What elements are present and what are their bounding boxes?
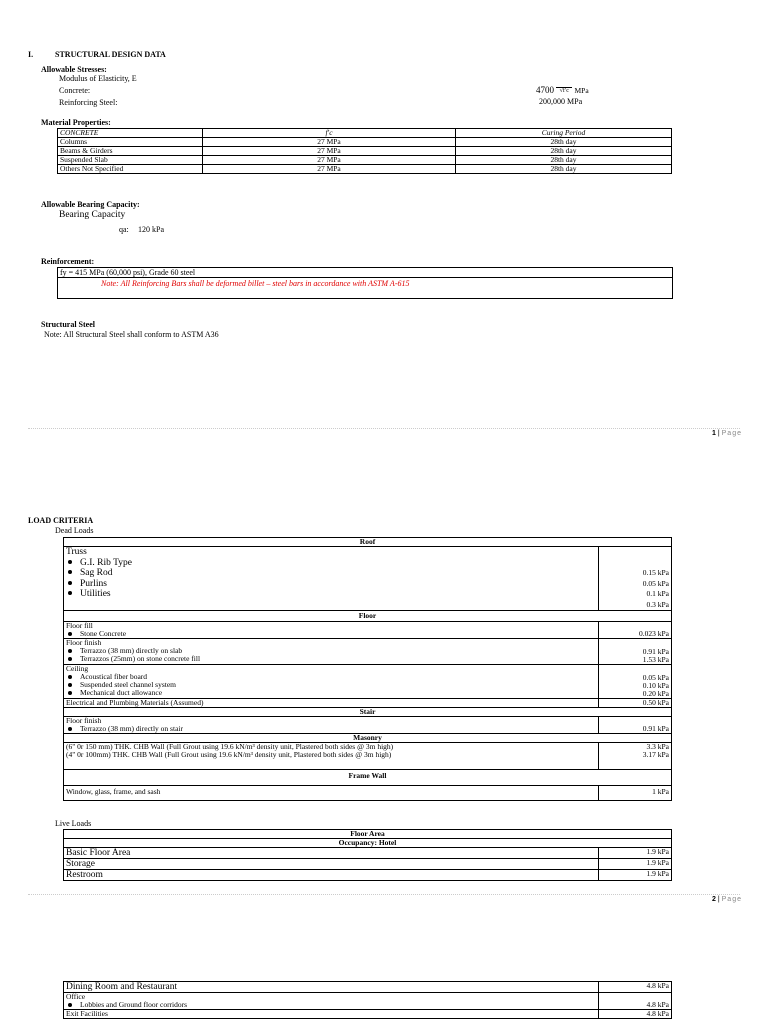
office-group: Office [66,992,86,1001]
occupancy-subtitle: Occupancy: Hotel [64,839,672,848]
list-item [66,579,596,590]
bearing-q-label: qa: [119,225,129,234]
item-label: Mechanical duct allowance [80,688,163,697]
page-label: Page [721,896,742,903]
row-fc: 27 MPa [203,165,456,174]
row-value: 1.9 kPa [599,848,672,859]
frame-wall-value: 1 kPa [599,786,672,801]
page-footer-2 [712,896,742,903]
header-fc: f′c [203,129,456,138]
floor-title: Floor [64,611,672,622]
concrete-modulus-formula [536,85,589,95]
table-row [64,982,672,993]
table-row [64,993,672,1010]
item-label: Terrazzo (38 mm) directly on stair [80,724,183,733]
row-value: 1.9 kPa [599,870,672,881]
stair-cell [64,717,599,734]
item-value: 0.05 kPa [642,673,669,682]
page-divider [28,428,740,429]
table-row [64,870,672,881]
table-row [64,1010,672,1019]
office-cell [64,993,599,1010]
item-value: 0.91 kPa [642,647,669,656]
bullet-icon [68,691,72,695]
sqrt-fc-symbol: √f′c [556,87,572,94]
reinforcing-steel-value: 200,000 MPa [539,97,583,106]
row-fc: 27 MPa [203,147,456,156]
row-value: 1.9 kPa [599,859,672,870]
item-value: 0.1 kPa [646,589,669,598]
electrical-label: Electrical and Plumbing Materials (Assumed) [64,699,599,708]
item-value: 0.05 kPa [642,578,669,588]
table-row [58,165,672,174]
bullet-icon [68,1003,72,1007]
list-item [66,589,596,600]
item-value: 3.17 kPa [642,750,669,759]
reinforcement-box [57,267,673,299]
item-label: Utilities [80,589,111,599]
item-label: Acoustical fiber board [80,672,148,681]
masonry-values [599,743,672,770]
stair-group: Floor finish [66,716,102,725]
ceiling-cell [64,665,599,699]
row-value: 4.8 kPa [599,993,672,1010]
row-curing: 28th day [456,165,672,174]
section-number: I. [28,50,34,59]
roof-title: Roof [64,538,672,547]
row-label: Basic Floor Area [64,848,599,859]
floor-fill-cell [64,622,599,639]
material-properties-table [57,128,672,174]
row-fc: 27 MPa [203,138,456,147]
concrete-modulus-unit: MPa [574,86,589,95]
bearing-capacity-label: Bearing Capacity [59,210,126,220]
dead-loads-label: Dead Loads [55,526,94,535]
list-item [66,1001,596,1009]
table-row [58,138,672,147]
concrete-label: Concrete: [59,86,91,95]
item-label: G.I. Rib Type [80,557,132,568]
item-value: 0.20 kPa [642,689,669,698]
reinforcement-note: Note: All Reinforcing Bars shall be deformed billet – steel bars in accordance with ASTM A-615 [101,279,410,288]
electrical-value: 0.50 kPa [599,699,672,708]
frame-wall-label: Window, glass, frame, and sash [64,786,599,801]
section-title: STRUCTURAL DESIGN DATA [55,50,166,59]
item-label: Suspended steel channel system [80,680,177,689]
reinforcement-fy: fy = 415 MPa (60,000 psi), Grade 60 steel [60,268,196,277]
dead-loads-table [63,537,672,801]
bullet-icon [68,727,72,731]
row-fc: 27 MPa [203,156,456,165]
structural-steel-heading: Structural Steel [41,320,95,329]
bullet-icon [68,581,72,585]
row-value: 4.8 kPa [599,1010,672,1019]
live-loads-table-continued [63,981,672,1019]
table-row [64,848,672,859]
material-properties-heading: Material Properties: [41,118,111,127]
row-curing: 28th day [456,147,672,156]
bullet-icon [68,675,72,679]
item-value: 3.3 kPa [646,742,669,751]
bullet-icon [68,632,72,636]
item-label: Terrazzo (38 mm) directly on slab [80,646,183,655]
row-label: Others Not Specified [58,165,203,174]
table-header-row [58,129,672,138]
roof-items [64,547,599,611]
list-item [66,689,596,697]
floor-finish-group: Floor finish [66,638,102,647]
ceiling-group: Ceiling [66,664,89,673]
row-value: 4.8 kPa [599,982,672,993]
list-item [66,568,596,579]
bullet-icon [68,570,72,574]
page-separator: | [717,896,720,903]
floor-area-title: Floor Area [64,830,672,839]
table-row [58,147,672,156]
floor-fill-group: Floor fill [66,621,93,630]
item-label: Lobbies and Ground floor corridors [80,1000,188,1009]
header-concrete: CONCRETE [58,129,203,138]
structural-steel-note: Note: All Structural Steel shall conform to ASTM A36 [44,330,219,339]
ceiling-values [599,665,672,699]
load-criteria-heading: LOAD CRITERIA [28,516,94,525]
page-number: 2 [712,896,716,903]
header-curing-period: Curing Period [456,129,672,138]
bullet-icon [68,560,72,564]
row-curing: 28th day [456,156,672,165]
table-row [58,156,672,165]
item-label: Purlins [80,578,107,589]
stair-value: 0.91 kPa [599,717,672,734]
bearing-q-value: 120 kPa [138,225,164,234]
page-divider [28,894,740,895]
item-value: 1.53 kPa [642,655,669,664]
floor-fill-value: 0.023 kPa [599,622,672,639]
list-item [66,725,596,733]
row-label: Suspended Slab [58,156,203,165]
stair-title: Stair [64,708,672,717]
masonry-cell [64,743,599,770]
list-item [66,630,596,638]
concrete-modulus-coefficient: 4700 [536,85,554,95]
table-row [64,859,672,870]
item-label: Terrazzos (25mm) on stone concrete fill [80,654,201,663]
list-item [66,655,596,663]
live-loads-label: Live Loads [55,819,92,828]
roof-values [599,547,672,611]
masonry-line: (6" 0r 150 mm) THK. CHB Wall (Full Grout using 19.6 kN/m³ density unit, Plastered both sides @ 3m high) [66,742,394,751]
floor-finish-values [599,639,672,665]
floor-finish-cell [64,639,599,665]
row-label: Columns [58,138,203,147]
item-label: Sag Rod [80,568,113,578]
row-label: Restroom [64,870,599,881]
page-label: Page [721,430,742,437]
page-separator: | [717,430,720,437]
row-curing: 28th day [456,138,672,147]
bullet-icon [68,683,72,687]
live-loads-table [63,829,672,881]
allowable-stresses-heading: Allowable Stresses: [41,65,107,74]
masonry-title: Masonry [64,734,672,743]
list-item [66,558,596,569]
item-value: 0.10 kPa [642,681,669,690]
bullet-icon [68,649,72,653]
row-label: Beams & Girders [58,147,203,156]
row-label: Exit Facilities [64,1010,599,1019]
item-label: Stone Concrete [80,629,127,638]
bullet-icon [68,591,72,595]
row-label: Storage [64,859,599,870]
item-value: 0.15 kPa [642,568,669,577]
bullet-icon [68,657,72,661]
page-number: 1 [712,430,716,437]
modulus-label: Modulus of Elasticity, E [59,74,137,83]
frame-wall-title: Frame Wall [64,770,672,786]
page-footer-1 [712,430,742,437]
reinforcement-heading: Reinforcement: [41,257,95,266]
bearing-capacity-heading: Allowable Bearing Capacity: [41,200,140,209]
item-value: 0.3 kPa [646,599,669,609]
reinforcing-steel-label: Reinforcing Steel: [59,98,118,107]
masonry-line: (4" 0r 100mm) THK. CHB Wall (Full Grout using 19.6 kN/m³ density unit, Plastered both sides @ 3m high) [66,750,392,759]
roof-group: Truss [66,547,87,557]
row-label: Dining Room and Restaurant [64,982,599,993]
